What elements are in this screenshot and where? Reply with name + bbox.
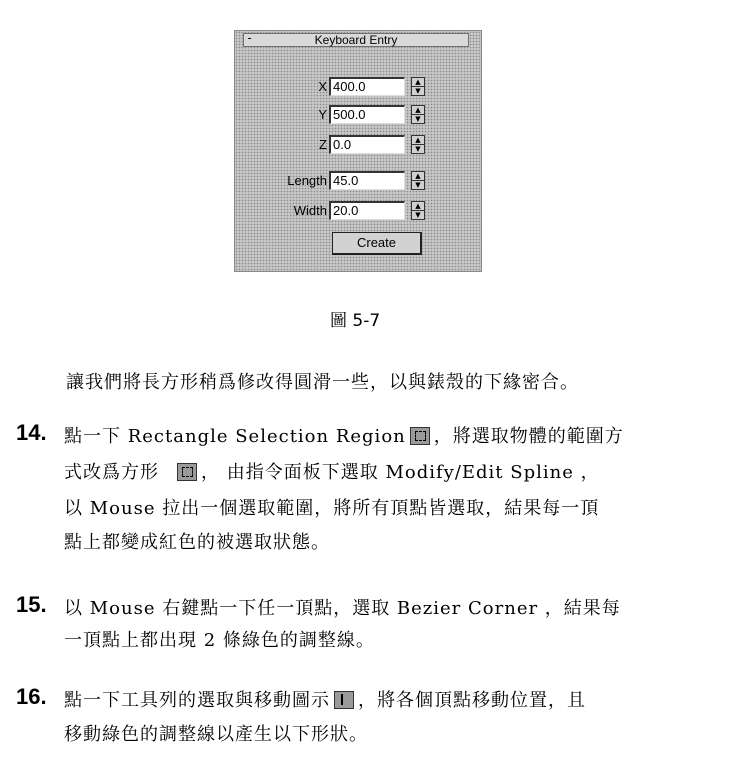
length-spinner[interactable] (411, 171, 425, 190)
length-label: Length (287, 173, 327, 188)
step-line: 一頂點上都出現 2 條綠色的調整線。 (64, 630, 375, 651)
rectangle-selection-icon (177, 463, 197, 481)
step-number: 15. (16, 592, 47, 617)
step-line (64, 422, 624, 448)
step-text: ， 由指令面板下選取 Modify/Edit Spline ， (201, 462, 600, 483)
y-label: Y (318, 107, 327, 122)
z-label: Z (319, 137, 327, 152)
create-button[interactable]: Create (332, 232, 422, 255)
spinner-down-icon[interactable]: ▼ (415, 115, 421, 123)
step-line: 移動綠色的調整線以產生以下形狀。 (64, 724, 368, 745)
length-row (235, 171, 483, 191)
x-field[interactable]: 400.0 (329, 77, 405, 96)
y-spinner[interactable] (411, 105, 425, 124)
spinner-up-icon[interactable]: ▲ (412, 172, 424, 181)
collapse-icon[interactable]: - (246, 31, 254, 45)
spinner-down-icon[interactable]: ▼ (415, 87, 421, 95)
width-field[interactable]: 20.0 (329, 201, 405, 220)
x-label: X (318, 79, 327, 94)
rollout-title: Keyboard Entry (314, 33, 398, 47)
z-field[interactable]: 0.0 (329, 135, 405, 154)
select-and-move-icon (334, 691, 354, 709)
spinner-up-icon[interactable]: ▲ (412, 106, 424, 115)
step-line (64, 686, 586, 712)
x-row (235, 77, 483, 97)
width-spinner[interactable] (411, 201, 425, 220)
intro-paragraph: 讓我們將長方形稍爲修改得圓滑一些，以與錶殼的下緣密合。 (66, 372, 579, 393)
step-text: 式改爲方形 (64, 462, 159, 483)
spinner-up-icon[interactable]: ▲ (412, 78, 424, 87)
y-row (235, 105, 483, 125)
step-line: 以 Mouse 右鍵點一下任一頂點，選取 Bezier Corner ，結果每 (64, 598, 621, 619)
spinner-down-icon[interactable]: ▼ (415, 211, 421, 219)
rollout-titlebar[interactable] (243, 33, 469, 47)
step-line: 點上都變成紅色的被選取狀態。 (64, 532, 330, 553)
length-field[interactable]: 45.0 (329, 171, 405, 190)
spinner-down-icon[interactable]: ▼ (415, 145, 421, 153)
x-spinner[interactable] (411, 77, 425, 96)
width-row (235, 201, 483, 221)
step-text: 點一下 Rectangle Selection Region (64, 426, 406, 447)
figure-caption: 圖 5-7 (330, 311, 381, 331)
spinner-down-icon[interactable]: ▼ (415, 181, 421, 189)
spinner-up-icon[interactable]: ▲ (412, 202, 424, 211)
z-spinner[interactable] (411, 135, 425, 154)
step-text: ，將各個頂點移動位置，且 (358, 690, 586, 711)
width-label: Width (293, 203, 327, 218)
step-line (64, 458, 600, 484)
step-number: 16. (16, 684, 47, 709)
keyboard-entry-panel (234, 30, 482, 272)
rectangle-selection-region-icon (410, 427, 430, 445)
z-row (235, 135, 483, 155)
step-line: 以 Mouse 拉出一個選取範圍，將所有頂點皆選取，結果每一頂 (64, 498, 600, 519)
step-text: ，將選取物體的範圍方 (433, 426, 624, 447)
spinner-up-icon[interactable]: ▲ (412, 136, 424, 145)
step-number: 14. (16, 420, 47, 445)
step-text: 點一下工具列的選取與移動圖示 (64, 690, 330, 711)
y-field[interactable]: 500.0 (329, 105, 405, 124)
